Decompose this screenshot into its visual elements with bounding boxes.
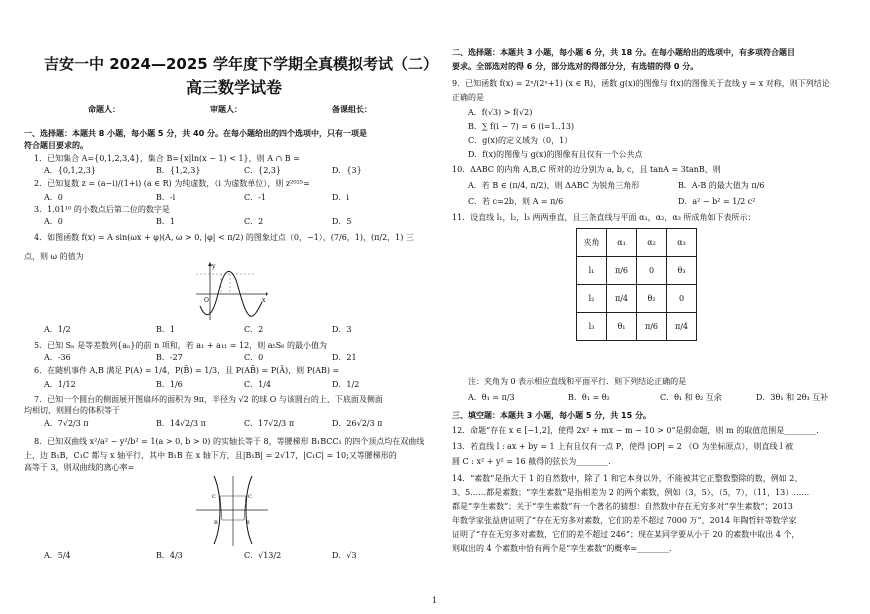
question-9-line2: 正确的是 [452,93,484,102]
table-cell: 0 [637,257,667,285]
q1-option-a: A．{0,1,2,3} [44,166,96,175]
question-14-line4: 年数学家张益唐证明了“存在无穷多对素数，它们的差不超过 7000 万”，2014 年陶哲轩等数学家 [452,516,797,525]
question-14-line6: 则取出的 4 个素数中恰有两个是“孪生素数”的概率=________． [452,544,678,553]
question-4-line2: 点，则 ω 的值为 [24,252,84,261]
q2-option-a: A．0 [44,193,63,202]
q9-option-a: A．f(√3) > f(√2) [468,108,533,117]
table-cell: π/4 [607,285,637,313]
q7-option-a: A．7√2/3 π [44,419,89,428]
table-row-header: l₂ [577,285,607,313]
question-3: 3．1.01¹⁰ 的小数点后第二位的数字是 [34,205,170,214]
q4-option-b: B．1 [156,325,175,334]
q2-option-b: B．-i [156,193,176,202]
q5-option-b: B．-27 [156,353,183,362]
q6-option-d: D．1/2 [332,380,360,389]
q11-option-a: A．θ₁ = π/3 [468,393,515,402]
table-row-header: l₃ [577,313,607,341]
question-7-line2: 均相切，则圆台的体积等于 [24,406,120,415]
proposer-label: 命题人： [88,105,120,114]
question-10: 10．ΔABC 的内角 A,B,C 所对的边分别为 a, b, c，且 tanA = 3tanB，则 [452,165,721,174]
q8-option-a: A．5/4 [44,551,71,560]
label-b1: B [214,520,218,526]
question-6: 6．在随机事件 A,B 满足 P(A) = 1/4，P(B̄) = 1/3，且 P(AB̄) = P(Ā)，则 P(AB) = [34,366,340,375]
q8-option-c: C．√13/2 [244,551,282,560]
table-row [577,285,697,313]
x-axis-arrow [266,292,268,296]
question-12: 12．命题“存在 x ∈ [−1,2]，使得 2x² + mx − m − 10 > 0”是假命题，则 m 的取值范围是________． [452,426,825,435]
q3-option-a: A．0 [44,217,63,226]
table-cell: π/4 [667,313,697,341]
q4-option-a: A．1/2 [44,325,71,334]
q5-option-c: C．0 [244,353,264,362]
question-5: 5．已知 Sₙ 是等差数列{aₙ}的前 n 项和，若 a₁ + a₁₁ = 12，则 a₅S₆ 的最小值为 [34,341,327,350]
table-cell: θ₂ [637,285,667,313]
q10-option-d: D．a² − b² = 1/2 c² [678,197,756,206]
question-8-line2: 上，边 B₁B，C₁C 都与 x 轴平行，其中 B₁B 在 x 轴下方，且|B₁B| = 2√17，|C₁C| = 10;又等腰梯形的 [24,451,397,460]
table-cell: θ₁ [607,313,637,341]
q1-option-c: C．{2,3} [244,166,282,175]
question-11: 11．设直线 l₁，l₂，l₃ 两两垂直，且三条直线与平面 α₁，α₂，α₃ 所成角如下表所示： [452,213,756,222]
q6-option-c: C．1/4 [244,380,271,389]
question-14: 14．“素数”是指大于 1 的自然数中，除了 1 和它本身以外，不能被其它正整数整除的数，例如 2、 [452,474,803,483]
table-corner: 夹角 [577,229,607,257]
q1-option-d: D．{3} [332,166,362,175]
table-cell: π/6 [637,313,667,341]
q11-note: 注：夹角为 0 表示相应直线和平面平行．则下列结论正确的是 [468,377,687,386]
q2-option-c: C．-1 [244,193,266,202]
x-label: x [262,297,266,304]
q5-option-d: D．21 [332,353,357,362]
q1-option-b: B．{1,2,3} [156,166,201,175]
reviewer-label: 审题人： [210,105,242,114]
label-b: B [246,520,250,526]
q10-option-a: A．若 B ∈ (π/4, π/2)，则 ΔABC 为锐角三角形 [468,181,640,190]
q2-option-d: D．i [332,193,349,202]
section3-heading: 三、填空题：本题共 3 小题，每小题 5 分，共 15 分。 [452,411,651,420]
q10-option-b: B．A-B 的最大值为 π/6 [678,181,765,190]
table-row [577,313,697,341]
y-label: y [212,263,216,270]
question-9: 9．已知函数 f(x) = 2ˣ/(2ˣ+1) (x ∈ R)，函数 g(x)的图像与 f(x)的图像关于直线 y = x 对称，则下列结论 [452,79,830,88]
exam-title: 吉安一中 2024—2025 学年度下学期全真模拟考试（二） [44,55,438,73]
label-c1: C [212,494,216,500]
angle-table [576,228,697,341]
q9-option-d: D．f(x)的图像与 g(x)的图像有且仅有一个公共点 [468,150,643,159]
question-14-line2: 3、5……都是素数；“孪生素数”是指相差为 2 的两个素数，例如（3，5），（5，7），（11，13）…… [452,488,810,497]
q8-option-b: B．4/3 [156,551,183,560]
question-14-line5: 证明了“存在无穷多对素数，它们的差不超过 246”；现在某同学要从小于 20 的素数中取出 4 个， [452,530,800,539]
table-col-header: α₁ [607,229,637,257]
q3-option-b: B．1 [156,217,175,226]
q9-option-c: C．g(x)的定义域为（0，1） [468,136,573,145]
table-col-header: α₂ [637,229,667,257]
exam-subtitle: 高三数学试卷 [186,78,283,97]
page-number: 1 [432,596,438,605]
question-8: 8．已知双曲线 x²/a² − y²/b² = 1(a > 0, b > 0) 的实轴长等于 8，等腰梯形 B₁BCC₁ 的四个顶点均在双曲线 [34,437,425,446]
q11-option-c: C．θ₁ 和 θ₂ 互余 [660,393,722,402]
q6-option-a: A．1/12 [44,380,76,389]
label-c: C [248,494,252,500]
table-col-header: α₃ [667,229,697,257]
q7-option-d: D．26√2/3 π [332,419,383,428]
q7-option-c: C．17√2/3 π [244,419,295,428]
table-cell: θ₃ [667,257,697,285]
table-row-header: l₁ [577,257,607,285]
table-cell: π/6 [607,257,637,285]
team-leader-label: 备课组长： [332,105,372,114]
question-14-line3: 都是“孪生素数”；关于“孪生素数”有一个著名的猜想：自然数中存在无穷多对“孪生素数”；2013 [452,502,793,511]
question-1: 1．已知集合 A={0,1,2,3,4}，集合 B={x|ln(x − 1) < 1}，则 A ∩ B = [34,154,300,163]
question-4: 4．如图函数 f(x) = A sin(ωx + φ)(A, ω > 0, |φ| < π/2) 的图象过点（0，−1），(7/6，1)，(π/2，1) 三 [34,233,414,242]
q6-option-b: B．1/6 [156,380,183,389]
section2-heading-2: 要求。全部选对的得 6 分，部分选对的得部分分，有选错的得 0 分。 [452,62,699,71]
question-13: 13．若直线 l : ax + by = 1 上有且仅有一点 P，使得 |OP| = 2 （O 为坐标原点），则直线 l 被 [452,442,794,451]
q9-option-b: B．∑ f(i − 7) = 6 (i=1..13) [468,122,575,131]
question-8-line3: 高等于 3，则双曲线的离心率= [24,463,135,472]
question-13-line2: 圆 C : x² + y² = 16 截得的弦长为________． [452,457,617,466]
q10-option-c: C．若 c=2b，则 A = π/6 [468,197,564,206]
q3-option-c: C．2 [244,217,264,226]
q11-option-b: B．θ₁ = θ₂ [568,393,610,402]
table-header-row [577,229,697,257]
q4-option-d: D．3 [332,325,352,334]
question-2: 2．已知复数 z = (a−i)/(1+i) (a ∈ R) 为纯虚数，（i 为虚数单位），则 z²⁰²⁵= [34,179,310,188]
section2-heading: 二、选择题：本题共 3 小题，每小题 6 分，共 18 分。在每小题给出的选项中，有多项符合题目 [452,48,795,57]
table-cell: 0 [667,285,697,313]
section1-heading-2: 符合题目要求的。 [24,141,88,150]
q7-option-b: B．14√2/3 π [156,419,206,428]
table-row [577,257,697,285]
q8-option-d: D．√3 [332,551,357,560]
q11-option-d: D．3θ₁ 和 2θ₃ 互补 [756,393,829,402]
q3-option-d: D．5 [332,217,352,226]
section1-heading: 一、选择题：本题共 8 小题，每小题 5 分，共 40 分。在每小题给出的四个选项中，只有一项是 [24,129,367,138]
q5-option-a: A．-36 [44,353,71,362]
hyperbola-figure [196,474,270,546]
question-7: 7．已知一个圆台的侧面展开图扇环的面积为 9π，半径为 √2 的球 O 与该圆台的上、下底面及侧面 [34,395,383,404]
q4-option-c: C．2 [244,325,264,334]
sine-graph-figure [196,262,268,322]
origin-label: O [204,297,209,304]
